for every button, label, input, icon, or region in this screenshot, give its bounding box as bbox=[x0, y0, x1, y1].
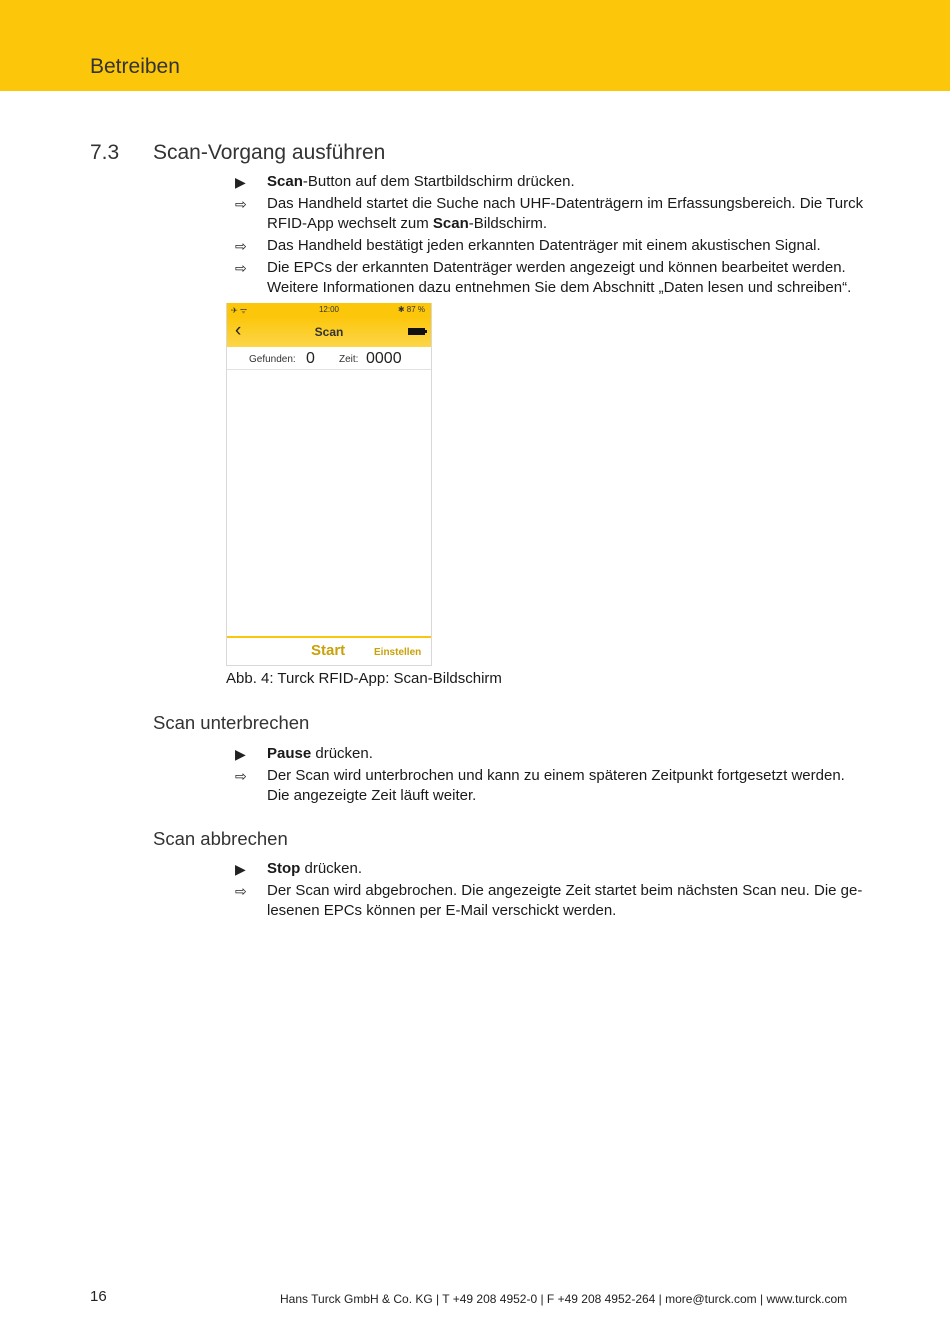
step-text: Der Scan wird unterbrochen und kann zu einem späteren Zeitpunkt fortgesetzt werden. bbox=[267, 767, 845, 784]
step-bold: Scan bbox=[267, 173, 303, 190]
time-value: 0000 bbox=[366, 350, 402, 367]
airplane-wifi-icon: ✈ ᯤ bbox=[231, 306, 248, 315]
result-arrow-icon: ⇨ bbox=[235, 196, 247, 212]
action-arrow-icon: ▶ bbox=[235, 174, 246, 190]
step-text: Das Handheld bestätigt jeden erkannten Datenträger mit einem akustischen Signal. bbox=[267, 237, 821, 254]
result-arrow-icon: ⇨ bbox=[235, 260, 247, 276]
start-button[interactable]: Start bbox=[311, 642, 346, 659]
settings-button[interactable]: Einstellen bbox=[374, 647, 422, 658]
step-text: -Button auf dem Startbildschirm drücken. bbox=[302, 173, 575, 190]
nav-bar bbox=[227, 317, 431, 347]
battery-status: ✱ 87 % bbox=[397, 305, 425, 314]
step-text: Die EPCs der erkannten Datenträger werden angezeigt und können bearbeitet werden. bbox=[267, 259, 846, 276]
section-title: Scan-Vorgang ausführen bbox=[153, 141, 386, 164]
subsection-title: Scan abbrechen bbox=[153, 828, 288, 849]
nav-title: Scan bbox=[314, 325, 344, 339]
action-arrow-icon: ▶ bbox=[235, 861, 246, 877]
reader-battery-icon bbox=[408, 328, 425, 335]
figure-caption: Abb. 4: Turck RFID-App: Scan-Bildschirm bbox=[226, 670, 502, 687]
step-text: Der Scan wird abgebrochen. Die angezeigte Zeit startet beim nächsten Scan neu. Die ge- bbox=[267, 882, 863, 899]
result-arrow-icon: ⇨ bbox=[235, 883, 247, 899]
found-value: 0 bbox=[306, 350, 315, 367]
back-chevron-icon[interactable]: ‹ bbox=[235, 320, 242, 341]
result-arrow-icon: ⇨ bbox=[235, 768, 247, 784]
phone-footer bbox=[227, 636, 431, 665]
subsection-title: Scan unterbrechen bbox=[153, 712, 310, 733]
status-bar bbox=[227, 303, 431, 317]
found-label: Gefunden: bbox=[249, 354, 296, 365]
footer-contact: Hans Turck GmbH & Co. KG | T +49 208 4952-0 | F +49 208 4952-264 | more@turck.com | www.turck.com bbox=[280, 1292, 848, 1306]
result-arrow-icon: ⇨ bbox=[235, 238, 247, 254]
time-label: Zeit: bbox=[339, 354, 359, 365]
page-number: 16 bbox=[90, 1288, 107, 1305]
step-text: lesenen EPCs können per E-Mail verschickt werden. bbox=[267, 902, 617, 919]
scan-info-row bbox=[227, 347, 431, 370]
app-screenshot bbox=[226, 303, 432, 666]
step-text: Weitere Informationen dazu entnehmen Sie dem Abschnitt „Daten lesen und schreiben“. bbox=[267, 279, 852, 296]
status-clock: 12:00 bbox=[318, 305, 340, 314]
step-text: Die angezeigte Zeit läuft weiter. bbox=[267, 787, 477, 804]
chapter-title: Betreiben bbox=[90, 55, 180, 78]
step-text: Das Handheld startet die Suche nach UHF-Datenträgern im Erfassungsbereich. Die Turck bbox=[267, 195, 864, 212]
section-number: 7.3 bbox=[90, 141, 120, 164]
action-arrow-icon: ▶ bbox=[235, 746, 246, 762]
